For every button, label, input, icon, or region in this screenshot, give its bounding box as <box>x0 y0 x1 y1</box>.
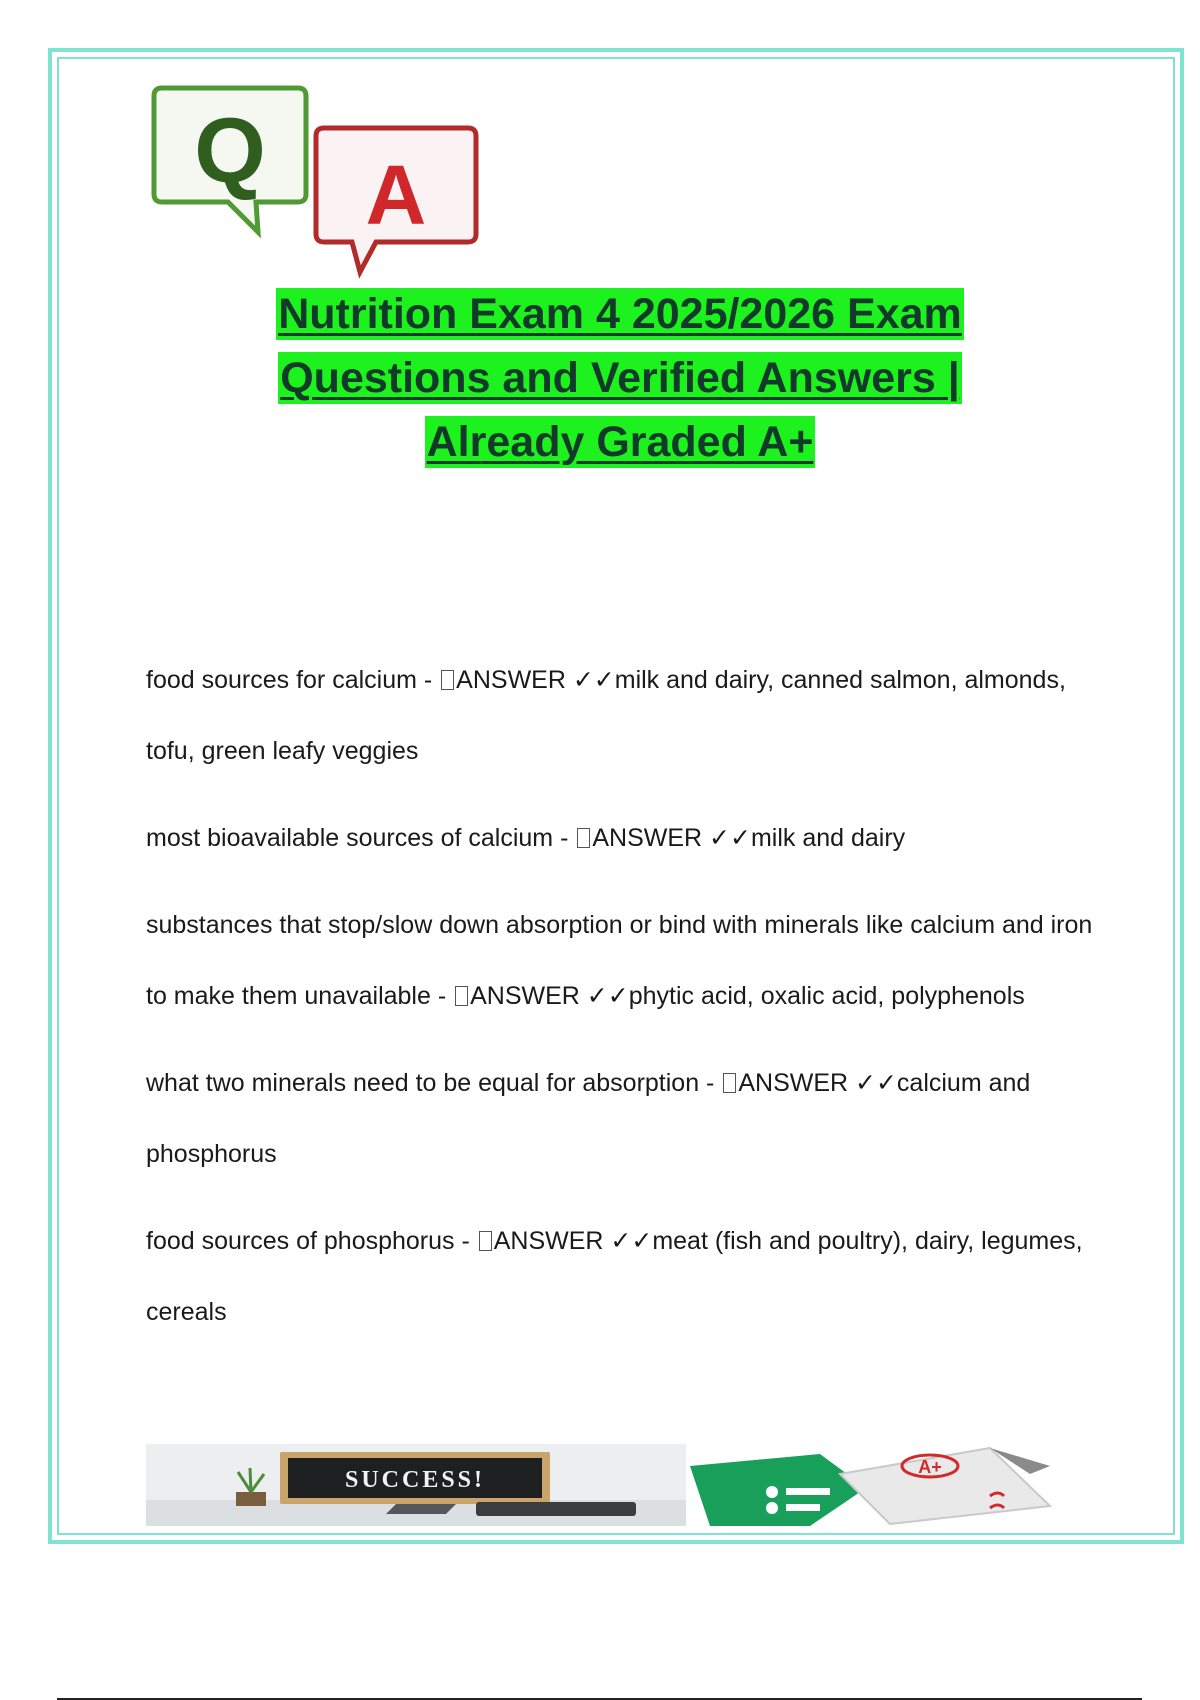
logo-a-letter: A <box>365 148 427 242</box>
graded-paper-image <box>690 1444 1080 1526</box>
title-line-2: Questions and Verified Answers | <box>280 354 960 402</box>
qa-list <box>146 645 1106 1364</box>
answer-text: phytic acid, oxalic acid, polyphenols <box>628 982 1025 1010</box>
title-line-1: Nutrition Exam 4 2025/2026 Exam <box>278 290 962 338</box>
qa-item <box>146 1048 1106 1190</box>
laptop-icon <box>386 1504 456 1514</box>
answer-text: calcium and phosphorus <box>146 1069 1031 1168</box>
title-line-3: Already Graded A+ <box>426 418 814 466</box>
question-text: what two minerals need to be equal for absorption - <box>146 1069 722 1097</box>
grade-text: A+ <box>918 1457 942 1477</box>
qa-item <box>146 1206 1106 1348</box>
success-sign-text: SUCCESS! <box>344 1467 486 1493</box>
qa-item <box>146 890 1106 1032</box>
answer-text: milk and dairy <box>750 824 906 852</box>
question-text: food sources for calcium - <box>146 666 440 694</box>
answer-label: ANSWER ✓✓ <box>592 824 751 852</box>
answer-label: ANSWER ✓✓ <box>470 982 629 1010</box>
answer-label: ANSWER ✓✓ <box>493 1227 653 1255</box>
question-text: substances that stop/slow down absorption or bind with minerals like calcium and iron to make them unavailable - <box>146 911 1093 1010</box>
answer-label: ANSWER ✓✓ <box>738 1069 897 1097</box>
success-banner-image <box>146 1444 686 1526</box>
missing-glyph-icon <box>479 1231 492 1251</box>
answer-label: ANSWER ✓✓ <box>456 666 615 694</box>
keyboard-icon <box>476 1502 636 1516</box>
clipboard-icon <box>690 1454 866 1526</box>
qa-logo <box>146 84 486 284</box>
document-title <box>200 282 1040 474</box>
missing-glyph-icon <box>441 670 454 690</box>
answer-text: milk and dairy, canned salmon, almonds, tofu, green leafy veggies <box>146 666 1066 765</box>
plant-pot-icon <box>236 1492 266 1506</box>
missing-glyph-icon <box>577 828 590 848</box>
qa-item <box>146 645 1106 787</box>
answer-text: meat (fish and poultry), dairy, legumes, cereals <box>146 1227 1083 1326</box>
question-text: most bioavailable sources of calcium - <box>146 824 576 852</box>
missing-glyph-icon <box>455 986 468 1006</box>
missing-glyph-icon <box>723 1073 736 1093</box>
qa-item <box>146 803 1106 874</box>
question-text: food sources of phosphorus - <box>146 1227 477 1255</box>
logo-q-letter: Q <box>194 100 266 202</box>
